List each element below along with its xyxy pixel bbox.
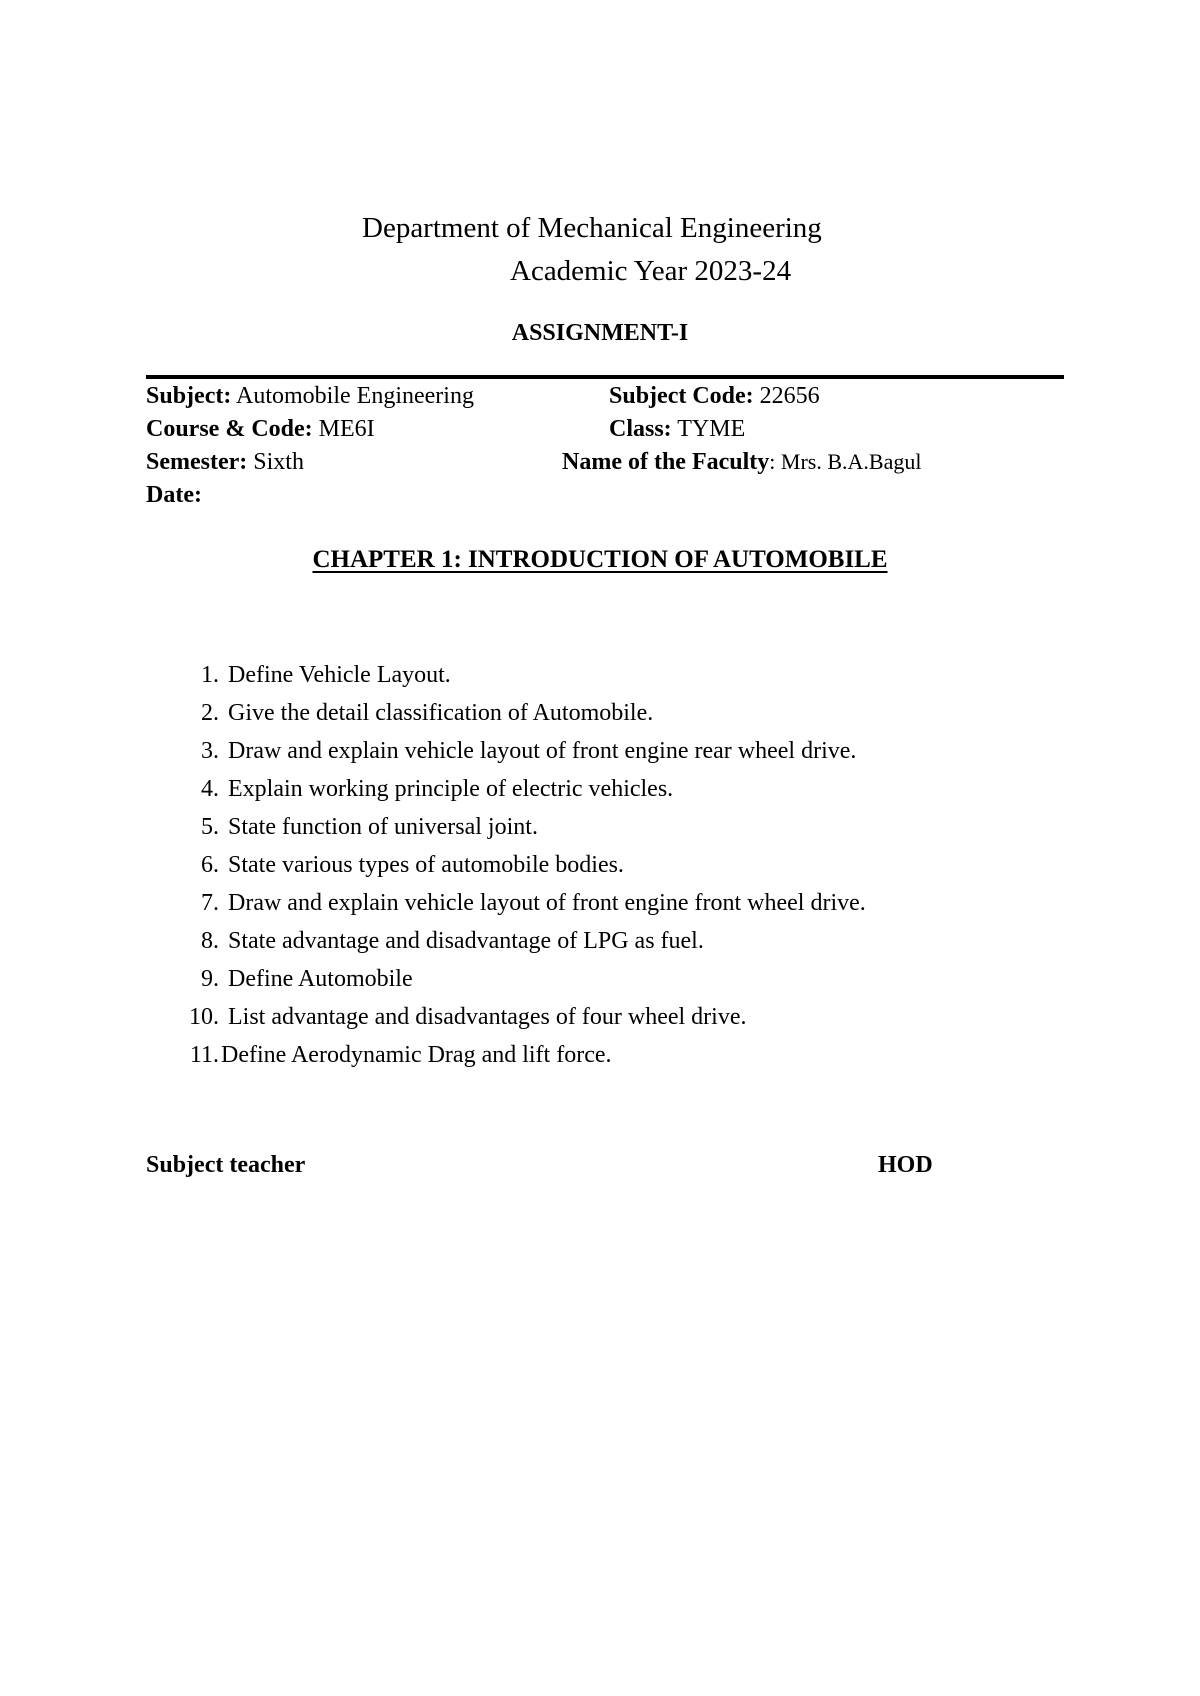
question-number: 11. — [189, 1042, 219, 1068]
course-field — [146, 416, 375, 443]
question-text: Define Aerodynamic Drag and lift force. — [221, 1042, 612, 1068]
question-number: 3. — [201, 738, 219, 764]
faculty-field — [562, 449, 921, 476]
course-value: ME6I — [312, 416, 375, 442]
question-text: Give the detail classification of Automobile. — [228, 700, 654, 726]
hod-signature: HOD — [878, 1152, 933, 1178]
subject-code-label: Subject Code: — [609, 383, 754, 409]
subject-label: Subject: — [146, 383, 232, 409]
chapter-heading: CHAPTER 1: INTRODUCTION OF AUTOMOBILE — [312, 546, 888, 573]
course-label: Course & Code: — [146, 416, 313, 442]
semester-value: Sixth — [247, 449, 304, 475]
list-item — [183, 884, 866, 922]
subject-field — [146, 383, 474, 410]
date-label: Date: — [146, 482, 202, 508]
list-item — [183, 808, 866, 846]
subject-value: Automobile Engineering — [231, 383, 474, 409]
list-item — [183, 922, 866, 960]
question-text: Define Vehicle Layout. — [228, 662, 451, 688]
list-item — [183, 656, 866, 694]
question-number: 10. — [189, 1004, 219, 1030]
class-label: Class: — [609, 416, 672, 442]
question-number: 1. — [201, 662, 219, 688]
question-number: 8. — [201, 928, 219, 954]
question-number: 5. — [201, 814, 219, 840]
question-text: State various types of automobile bodies. — [228, 852, 624, 878]
question-list — [183, 656, 866, 1074]
question-number: 4. — [201, 776, 219, 802]
list-item — [183, 998, 866, 1036]
header-rule — [146, 375, 1064, 379]
question-text: State function of universal joint. — [228, 814, 538, 840]
academic-year: Academic Year 2023-24 — [510, 255, 792, 287]
question-number: 6. — [201, 852, 219, 878]
question-text: Draw and explain vehicle layout of front engine rear wheel drive. — [228, 738, 857, 764]
list-item — [183, 846, 866, 884]
faculty-value: : Mrs. B.A.Bagul — [769, 449, 922, 474]
semester-field — [146, 449, 304, 476]
subject-teacher-signature: Subject teacher — [146, 1152, 306, 1178]
department-name: Department of Mechanical Engineering — [362, 212, 822, 244]
subject-code-field — [609, 383, 820, 410]
list-item — [183, 1036, 866, 1074]
list-item — [183, 694, 866, 732]
question-text: Explain working principle of electric vehicles. — [228, 776, 674, 802]
faculty-label: Name of the Faculty — [562, 449, 770, 475]
question-text: State advantage and disadvantage of LPG as fuel. — [228, 928, 704, 954]
question-text: Define Automobile — [228, 966, 413, 992]
semester-label: Semester: — [146, 449, 248, 475]
date-field — [146, 482, 202, 509]
assignment-title: ASSIGNMENT-I — [511, 320, 689, 346]
list-item — [183, 770, 866, 808]
question-number: 2. — [201, 700, 219, 726]
question-number: 7. — [201, 890, 219, 916]
list-item — [183, 732, 866, 770]
question-text: List advantage and disadvantages of four wheel drive. — [228, 1004, 747, 1030]
list-item — [183, 960, 866, 998]
class-value: TYME — [671, 416, 746, 442]
question-number: 9. — [201, 966, 219, 992]
question-text: Draw and explain vehicle layout of front engine front wheel drive. — [228, 890, 866, 916]
subject-code-value: 22656 — [753, 383, 820, 409]
class-field — [609, 416, 745, 443]
